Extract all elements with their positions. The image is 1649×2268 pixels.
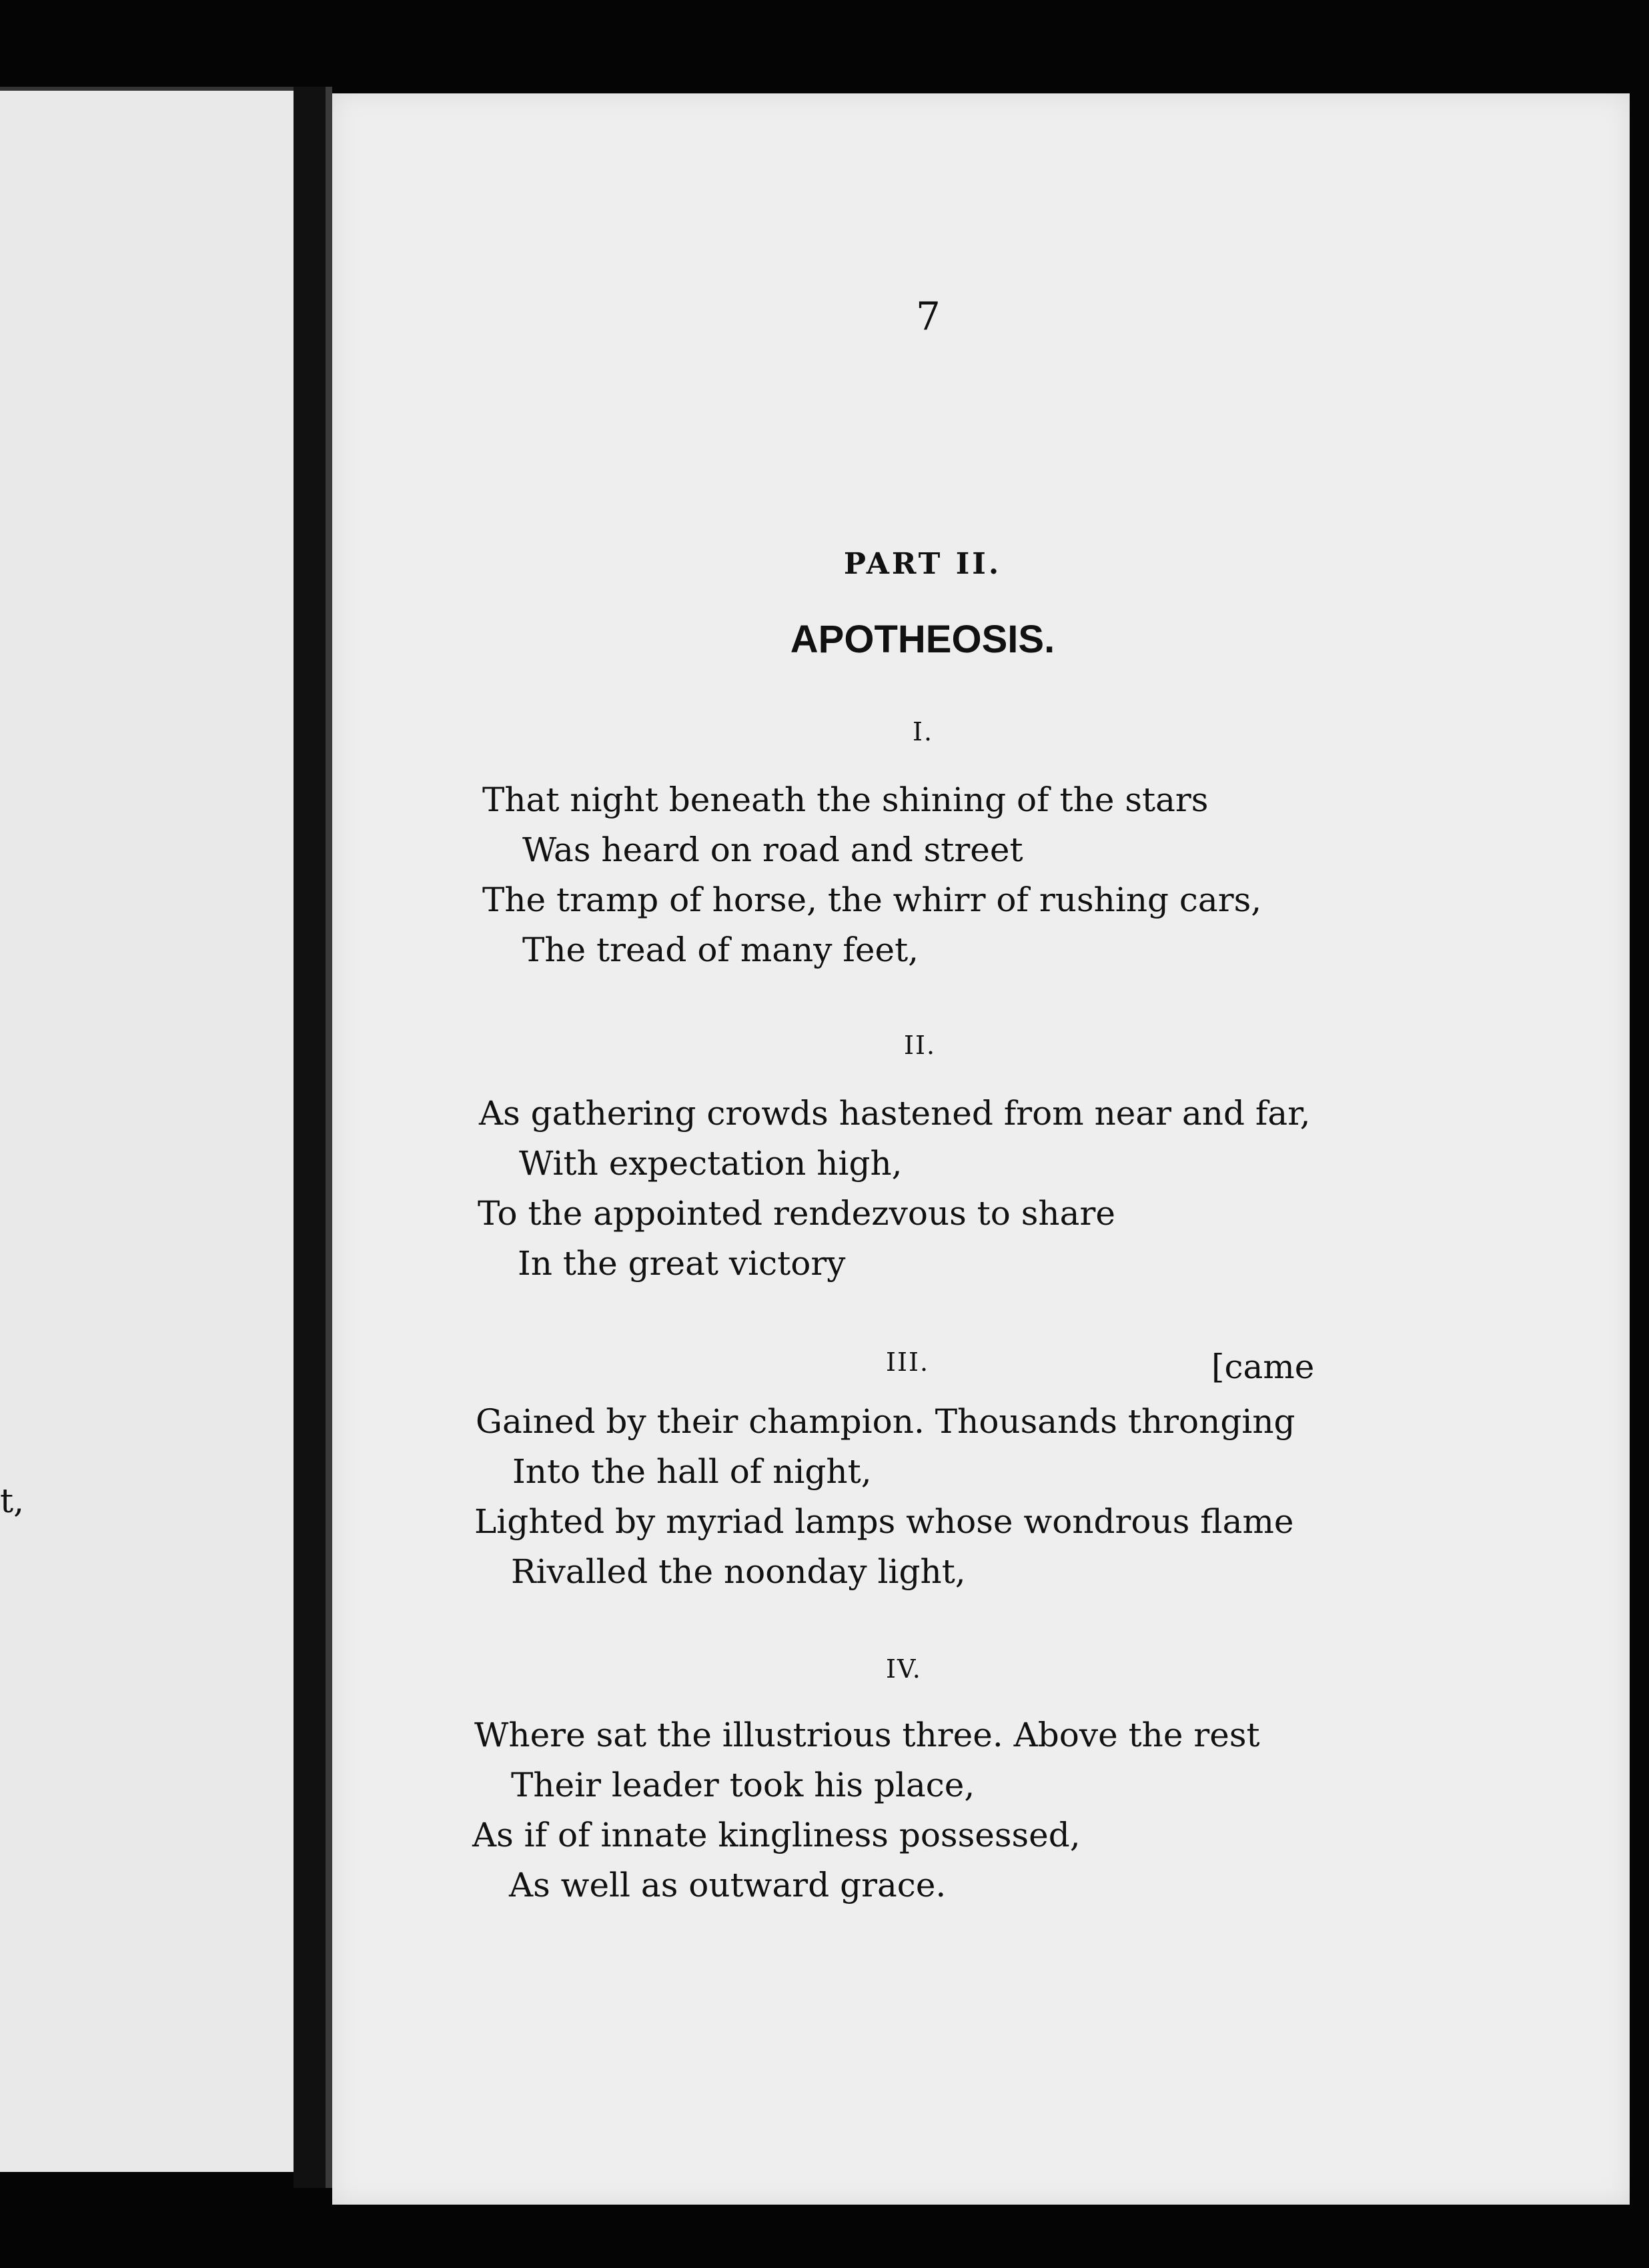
verse-line: The tramp of horse, the whirr of rushing cars, — [482, 881, 1262, 919]
verse-line: That night beneath the shining of the stars — [482, 780, 1209, 819]
page-title: APOTHEOSIS. — [790, 618, 1055, 661]
verse-line: Rivalled the noonday light, — [511, 1552, 966, 1591]
stanza-numeral: III. — [886, 1347, 930, 1377]
verse-line: Their leader took his place, — [511, 1766, 975, 1804]
stanza-numeral: II. — [904, 1031, 937, 1060]
verse-line: As if of innate kingliness possessed, — [472, 1816, 1081, 1854]
verse-line: With expectation high, — [519, 1144, 903, 1183]
part-heading: PART II. — [843, 547, 1002, 581]
verse-line: Was heard on road and street — [522, 830, 1023, 869]
stanza-numeral: IV. — [886, 1654, 922, 1684]
verse-line: Where sat the illustrious three. Above the rest — [474, 1716, 1260, 1754]
verse-line: As gathering crowds hastened from near and far, — [479, 1094, 1311, 1133]
verse-line: As well as outward grace. — [509, 1866, 947, 1904]
page-number: 7 — [916, 294, 941, 339]
left-page — [0, 87, 300, 2172]
book-spine — [294, 87, 327, 2188]
spine-highlight — [326, 87, 332, 2188]
left-page-edge-text: t, — [0, 1482, 24, 1520]
verse-line: Lighted by myriad lamps whose wondrous flame — [474, 1502, 1294, 1541]
verse-line: To the appointed rendezvous to share — [478, 1194, 1115, 1233]
verse-line: Into the hall of night, — [512, 1452, 872, 1491]
stanza-numeral: I. — [913, 717, 934, 746]
verse-line: In the great victory — [518, 1244, 846, 1283]
verse-line: The tread of many feet, — [522, 931, 919, 969]
catchword: [came — [1211, 1347, 1315, 1386]
verse-line: Gained by their champion. Thousands thronging — [476, 1402, 1295, 1441]
right-page — [332, 93, 1630, 2205]
